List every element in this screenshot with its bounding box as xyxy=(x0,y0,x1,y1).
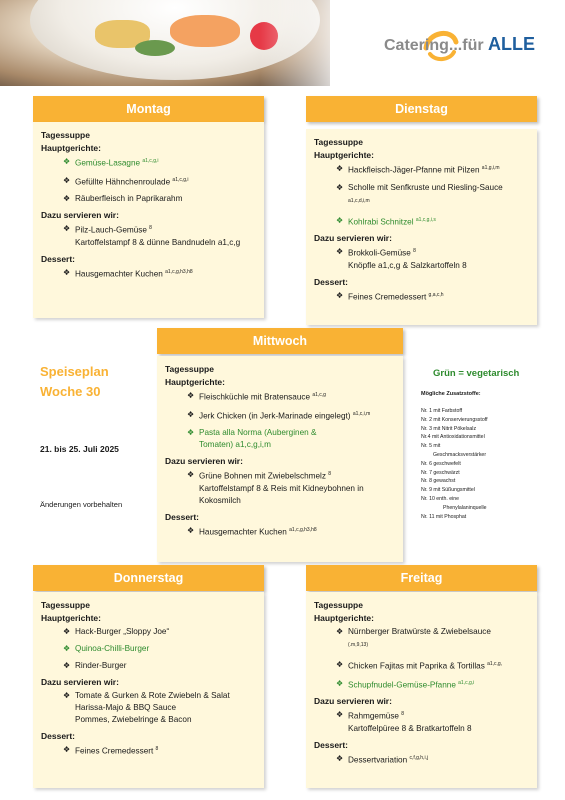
side-dish: ❖ Rahmgemüse $^8$ xyxy=(336,710,405,722)
plan-title: Speiseplan xyxy=(40,364,109,379)
day-header-donnerstag: Donnerstag xyxy=(33,565,264,591)
soup-label: Tagessuppe xyxy=(314,600,363,610)
additive-item: Nr. 1 mit Farbstoff xyxy=(421,408,463,414)
additive-item: Nr. 2 mit Konservierungsstoff xyxy=(421,416,488,423)
dessert: ❖ Feines Cremedessert $^8$ xyxy=(63,745,159,756)
main-dish: ❖ Jerk Chicken (in Jerk-Marinade eingelegt) $^{a1,c,i,m}$ xyxy=(187,409,371,421)
main-dish: ❖ Fleischküchle mit Bratensauce $^{a1,c,g}$ xyxy=(187,391,326,402)
main-dish: ❖ Pasta alla Norma (Auberginen & xyxy=(187,428,317,438)
additive-item: Geschmacksverstärker xyxy=(433,451,487,458)
sides-label: Dazu servieren wir: xyxy=(314,696,392,707)
main-dish: ❖ Nürnberger Bratwürste & Zwiebelsauce xyxy=(336,627,491,636)
side-dish-cont: Kartoffelstampf 8 & Reis mit Kidneybohnen in xyxy=(199,484,364,494)
dessert-label: Dessert: xyxy=(41,731,76,741)
additive-item: Nr. 6 geschwefelt xyxy=(421,460,461,467)
side-dish-cont: Knöpfle a1,c,g & Salzkartoffeln 8 xyxy=(348,261,467,271)
sides-label: Dazu servieren wir: xyxy=(41,677,119,687)
main-label: Hauptgerichte: xyxy=(41,143,101,153)
main-label: Hauptgerichte: xyxy=(165,377,225,387)
food-item xyxy=(135,40,175,56)
soup-label: Tagessuppe xyxy=(41,600,90,610)
side-dish: ❖ Grüne Bohnen mit Zwiebelschmelz $^8$ xyxy=(187,470,332,482)
dessert-label: Dessert: xyxy=(41,254,76,265)
main-label: Hauptgerichte: xyxy=(314,613,374,623)
day-box-dienstag xyxy=(306,129,537,325)
main-dish: ❖ Hack-Burger „Sloppy Joe“ xyxy=(63,627,170,636)
additive-item: Nr. 7 geschwärzt xyxy=(421,469,460,476)
sides-label: Dazu servieren wir: xyxy=(165,456,243,467)
main-dish: ❖ Schupfnudel-Gemüse-Pfanne $^{a1,c,g,i}$ xyxy=(336,678,475,690)
dessert: ❖ Dessertvariation $^{c,f,g,h,i,j}$ xyxy=(336,754,429,765)
main-dish: ❖ Scholle mit Senfkruste und Riesling-Sauce xyxy=(336,182,503,192)
main-label: Hauptgerichte: xyxy=(314,150,374,160)
additive-item: Nr. 5 mit xyxy=(421,443,441,450)
additive-item: Nr.4 mit Antioxidationsmittel xyxy=(421,434,485,441)
main-dish: ❖ Räuberfleisch in Paprikarahm xyxy=(63,194,183,204)
day-header-montag: Montag xyxy=(33,96,264,122)
brand-logo xyxy=(384,30,554,60)
sides-label: Dazu servieren wir: xyxy=(41,210,119,221)
additive-item: Nr. 8 gewachst xyxy=(421,478,456,485)
additive-item: Nr. 10 enth. eine xyxy=(421,495,460,502)
additive-item: Nr. 9 mit Süßungsmittel xyxy=(421,487,475,494)
main-dish: ❖ Quinoa-Chilli-Burger xyxy=(63,644,150,653)
day-header-freitag: Freitag xyxy=(306,565,537,591)
legend-panel xyxy=(421,368,546,521)
side-dish: ❖ Pilz-Lauch-Gemüse $^8$ xyxy=(63,224,152,236)
main-dish: ❖ Gemüse-Lasagne $^{a1,c,g,i}$ xyxy=(63,157,159,168)
side-dish: ❖ Tomate & Gurken & Rote Zwiebeln & Salat xyxy=(63,691,230,700)
soup-label: Tagessuppe xyxy=(314,137,363,147)
day-box-montag xyxy=(33,122,264,318)
additive-item: Nr. 3 mit Nitrit Pökelsalz xyxy=(421,425,477,432)
side-dish: ❖ Brokkoli-Gemüse $^8$ xyxy=(336,247,416,259)
side-dish-cont: Harissa-Majo & BBQ Sauce xyxy=(75,703,177,712)
main-label: Hauptgerichte: xyxy=(41,613,101,623)
changes-note: Änderungen vorbehalten xyxy=(40,500,123,509)
side-dish-cont: Kartoffelpüree 8 & Bratkartoffeln 8 xyxy=(348,724,472,734)
dessert-label: Dessert: xyxy=(314,277,349,288)
main-dish: ❖ Gefüllte Hähnchenroulade $^{a1,c,g,i}$ xyxy=(63,175,189,187)
day-box-donnerstag xyxy=(33,592,264,788)
plan-week: Woche 30 xyxy=(40,384,101,399)
dessert: ❖ Feines Cremedessert $^{g,a,c,h}$ xyxy=(336,291,444,302)
main-dish: ❖ Kohlrabi Schnitzel $^{a1,c,g,i,s}$ xyxy=(336,215,436,227)
dessert: ❖ Hausgemachter Kuchen $^{a1,c,g,h3,h8}$ xyxy=(187,526,317,537)
additive-item: Phenylalaninquelle xyxy=(443,504,487,511)
brand-name: Catering...für ALLE xyxy=(384,34,536,54)
plan-info xyxy=(40,362,160,402)
additives-title: Mögliche Zusatzstoffe: xyxy=(421,391,481,397)
dessert-label: Dessert: xyxy=(165,512,200,523)
main-dish: ❖ Rinder-Burger xyxy=(63,661,127,670)
veg-note: Grün = vegetarisch xyxy=(433,368,520,379)
dessert-label: Dessert: xyxy=(314,740,349,751)
food-item xyxy=(170,15,240,47)
day-header-dienstag: Dienstag xyxy=(306,96,537,122)
main-dish-codes: (.m,9,13) xyxy=(348,642,369,648)
side-dish-cont: Pommes, Zwiebelringe & Bacon xyxy=(75,715,192,724)
additive-item: Nr. 11 mit Phosphat xyxy=(421,513,467,520)
soup-label: Tagessuppe xyxy=(41,130,90,140)
side-dish-cont: Kartoffelstampf 8 & dünne Bandnudeln a1,c,g xyxy=(75,238,241,248)
additives-list xyxy=(421,407,546,521)
plan-dates: 21. bis 25. Juli 2025 xyxy=(40,444,119,454)
soup-label: Tagessuppe xyxy=(165,364,214,374)
dessert: ❖ Hausgemachter Kuchen $^{a1,c,g,h3,h8}$ xyxy=(63,268,193,279)
side-dish-cont: Kokosmilch xyxy=(199,496,241,506)
day-box-freitag xyxy=(306,592,537,788)
day-box-mittwoch xyxy=(157,356,403,562)
header xyxy=(0,0,565,86)
day-header-mittwoch: Mittwoch xyxy=(157,328,403,354)
main-dish: ❖ Hackfleisch-Jäger-Pfanne mit Pilzen $^{a1,g,i,m}$ xyxy=(336,164,500,175)
sides-label: Dazu servieren wir: xyxy=(314,233,392,244)
main-dish: ❖ Chicken Fajitas mit Paprika & Tortillas $^{a1,c,g,}$ xyxy=(336,660,503,671)
photo-fade xyxy=(260,0,350,86)
main-dish-cont: Tomaten) a1,c,g,i,m xyxy=(199,440,271,450)
main-dish-codes: a1,c,d,i,m xyxy=(348,197,370,204)
